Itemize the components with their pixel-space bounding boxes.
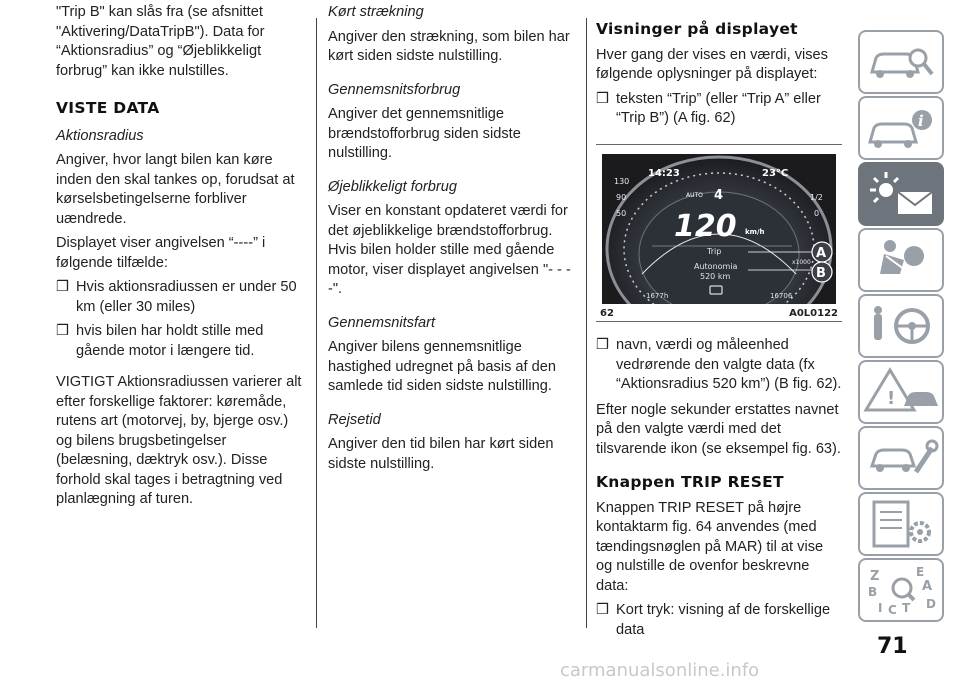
data-name-label: Autonomia [694,262,738,271]
column-right-lower [596,336,842,640]
instrument-cluster-image [602,154,836,304]
svg-text:i: i [918,112,924,130]
airbag-person-icon [860,230,942,290]
bullet-text: navn, værdi og måleenhed vedrørende den valgte data (fx “Aktionsradius 520 km”) (B fig. 62). [616,337,842,392]
paragraph-display-angivelse: Displayet viser angivelsen “----” i følgende tilfælde: [56,235,266,271]
gauge-tick-1-2: 1/2 [810,193,823,202]
tab-index[interactable] [858,558,944,622]
steering-wheel-icon [860,296,942,356]
paragraph-aktionsradius: Angiver, hvor langt bilen kan køre inden den skal tankes op, forudsat at kørselsbetingelserne forbliver uændrede. [56,152,295,227]
paragraph-oejeblikkeligt-forbrug: Viser en konstant opdateret værdi for det øjeblikkelige brændstofforbrug. Hvis bilen holder stille med gående motor, viser displayet angivelsen "- - - -". [328,203,571,297]
bullet-text: Kort tryk: visning af de forskellige data [616,602,831,638]
checkbox-bullet-icon: ❒ [596,90,610,107]
subheading-gennemsnitsforbrug: Gennemsnitsforbrug [328,81,461,98]
watermark: carmanualsonline.info [560,660,760,681]
odometer-right: 16706 [770,292,793,300]
subheading-koert-straekning: Kørt strækning [328,4,424,20]
page-number: 71 [877,634,908,659]
intro-paragraph: "Trip B" kan slås fra (se afsnittet "Aktivering/DataTripB"). Data for “Aktionsradius” og “Øjeblikkeligt forbrug” kan ikke nulstilles. [56,4,265,79]
rpm-label: x1000 [792,259,811,266]
column-left [56,0,306,510]
checkbox-bullet-icon: ❒ [596,602,610,618]
column-divider [586,18,587,628]
gear-indicator: 4 [714,188,724,203]
figure-rule [596,321,842,322]
callout-b-label: B [816,266,826,281]
figure-number: 62 [600,308,614,319]
speed-readout: 120 [674,209,737,244]
document-gear-icon [860,494,942,554]
tab-warning-lights-messages[interactable] [858,162,944,226]
car-magnifier-icon [860,32,942,92]
gauge-tick-50: 50 [616,209,627,218]
emergency-triangle-car-icon [860,362,942,422]
alphabet-index-icon [860,560,942,620]
gauge-tick-90: 90 [616,193,627,202]
data-value-label: 520 km [700,272,731,281]
tab-starting-driving[interactable] [858,294,944,358]
paragraph-vigtigt: VIGTIGT Aktionsradiussen varierer alt efter forskellige faktorer: køremåde, rutens art (motorvej, by, bjerge osv.) og bilens brugsbetingelser (belæsning, dæktryk osv.). Disse forhold skal tages i betragtning ved planlægning af turen. [56,374,302,507]
paragraph-trip-reset: Knappen TRIP RESET på højre kontaktarm fig. 64 anvendes (med tændingsnøglen på MAR) til at vise og nulstille de ovenfor beskrevne data: [596,499,824,594]
warning-light-envelope-icon [860,164,942,224]
column-right [596,0,842,129]
column-divider [316,18,317,628]
heading-viste-data: VISTE DATA [56,99,160,117]
checkbox-bullet-icon: ❒ [56,323,70,339]
heading-visninger: Visninger på displayet [596,20,798,38]
svg-text:C: C [888,603,897,617]
svg-text:Z: Z [870,569,880,584]
svg-text:I: I [878,601,883,615]
heading-trip-reset: Knappen TRIP RESET [596,473,784,491]
svg-text:A: A [922,579,933,594]
figure-rule [596,144,842,145]
paragraph-koert-straekning: Angiver den strækning, som bilen har kørt siden sidste nulstilling. [328,28,570,64]
car-info-icon [860,98,942,158]
bullet-item [56,278,306,317]
gauge-tick-130: 130 [614,177,630,186]
odometer-left: 1677h [646,292,669,300]
clock-readout: 14:23 [648,168,680,179]
bullet-item [56,322,306,361]
bullet-item [596,601,842,640]
bullet-text: teksten “Trip” (eller “Trip A” eller “Trip B”) (A fig. 62) [616,90,821,126]
checkbox-bullet-icon: ❒ [596,337,610,353]
paragraph-gennemsnitsfart: Angiver bilens gennemsnitlige hastighed udregnet på basis af den samlede tid siden sidste nulstilling. [328,339,556,394]
tab-car-info[interactable] [858,96,944,160]
bullet-item [596,336,842,395]
subheading-oejeblikkeligt-forbrug: Øjeblikkeligt forbrug [328,178,457,195]
paragraph-visninger: Hver gang der vises en værdi, vises følgende oplysninger på displayet: [596,46,828,82]
paragraph-gennemsnitsforbrug: Angiver det gennemsnitlige brændstofforbrug siden sidste nulstilling. [328,106,521,161]
tab-service-maintenance[interactable] [858,426,944,490]
subheading-rejsetid: Rejsetid [328,411,381,428]
bullet-text: hvis bilen har holdt stille med gående motor i længere tid. [76,323,264,359]
svg-text:E: E [916,565,925,579]
speed-unit: km/h [745,228,765,236]
temperature-readout: 23°C [762,168,789,179]
subheading-aktionsradius: Aktionsradius [56,127,144,144]
svg-text:B: B [868,585,878,599]
paragraph-rejsetid: Angiver den tid bilen har kørt siden sidste nulstilling. [328,436,554,472]
callout-a-label: A [816,246,827,261]
tab-car-knowledge[interactable] [858,30,944,94]
svg-text:D: D [926,597,936,611]
gear-mode: AUTO [686,192,703,199]
bullet-text: Hvis aktionsradiussen er under 50 km (eller 30 miles) [76,279,297,315]
trip-label: Trip [707,247,722,256]
gauge-tick-0: 0 [814,209,820,218]
svg-text:T: T [902,601,911,615]
column-middle [328,0,576,474]
checkbox-bullet-icon: ❒ [56,279,70,295]
tab-emergency[interactable] [858,360,944,424]
tab-safety[interactable] [858,228,944,292]
figure-code: A0L0122 [789,308,838,319]
subheading-gennemsnitsfart: Gennemsnitsfart [328,314,436,331]
svg-text:!: ! [887,388,896,409]
figure-62 [596,144,842,322]
paragraph-ikon: Efter nogle sekunder erstattes navnet på den valgte værdi med det tilsvarende ikon (se eksempel fig. 63). [596,401,841,457]
tab-technical-data[interactable] [858,492,944,556]
wrench-car-icon [860,428,942,488]
bullet-item [596,90,842,129]
